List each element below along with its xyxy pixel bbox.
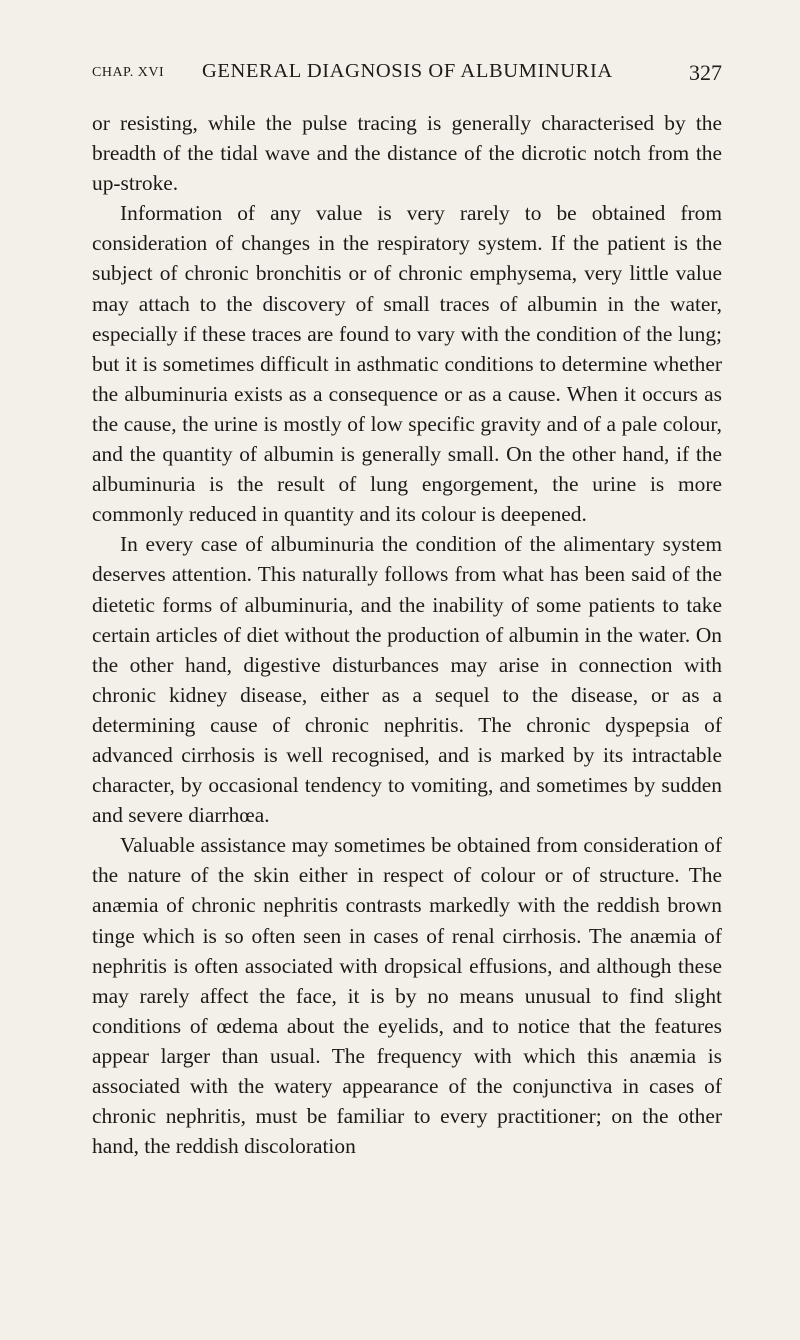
- running-head: [92, 60, 722, 88]
- paragraph-respiratory: Information of any value is very rarely to be obtained from consideration of changes in the respiratory system. If the patient is the subject of chronic bronchitis or of chronic emphysema, very little value may attach to the discovery of small traces of albumin in the water, especially if these traces are found to vary with the condition of the lung; but it is sometimes difficult in asthmatic conditions to determine whether the albuminuria exists as a consequence or as a cause. When it occurs as the cause, the urine is mostly of low specific gravity and of a pale colour, and the quantity of albumin is generally small. On the other hand, if the albuminuria is the result of lung engorgement, the urine is more commonly reduced in quantity and its colour is deepened.: [92, 201, 722, 527]
- paragraph-continuation: or resisting, while the pulse tracing is generally characterised by the breadth of the tidal wave and the distance of the dicrotic notch from the up-stroke.: [92, 111, 722, 196]
- paragraph-alimentary: In every case of albuminuria the condition of the alimentary system deserves attention. This naturally follows from what has been said of the dietetic forms of albuminuria, and the inability of some patients to take certain articles of diet without the production of albumin in the water. On the other hand, digestive disturbances may arise in connection with chronic kidney disease, either as a sequel to the disease, or as a determining cause of chronic nephritis. The chronic dyspepsia of advanced cirrhosis is well recognised, and is marked by its intractable character, by occasional tendency to vomiting, and sometimes by sudden and severe diarrhœa.: [92, 532, 722, 828]
- paragraph-skin: Valuable assistance may sometimes be obtained from consideration of the nature of the skin either in respect of colour or of structure. The anæmia of chronic nephritis contrasts markedly with the reddish brown tinge which is so often seen in cases of renal cirrhosis. The anæmia of nephritis is often associated with dropsical effusions, and although these may rarely affect the face, it is by no means unusual to find slight conditions of œdema about the eyelids, and to notice that the features appear larger than usual. The frequency with which this anæmia is associated with the watery appearance of the conjunctiva in cases of chronic nephritis, must be familiar to every practitioner; on the other hand, the reddish discoloration: [92, 833, 722, 1159]
- chapter-label: CHAP. XVI: [92, 65, 165, 80]
- page-number: 327: [689, 60, 722, 85]
- body-text: [92, 108, 722, 1161]
- chapter-title: GENERAL DIAGNOSIS OF ALBUMINURIA: [202, 60, 613, 82]
